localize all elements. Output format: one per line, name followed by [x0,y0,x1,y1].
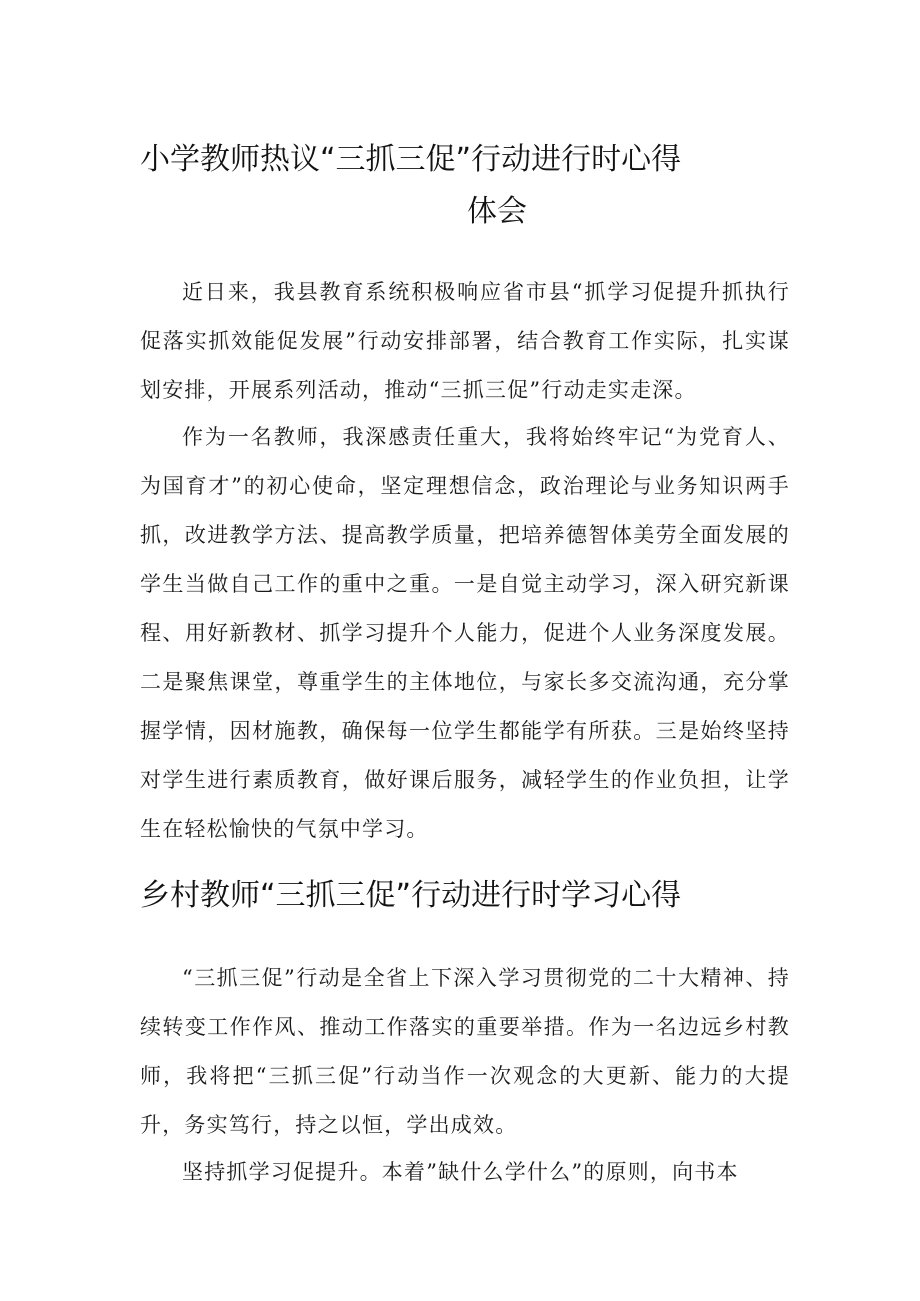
section2-paragraph: 坚持抓学习促提升。本着”缺什么学什么”的原则，向书本 [182,1160,739,1184]
section1-title-line1: 小学教师热议“三抓三促”行动进行时心得 [140,142,682,177]
section1-paragraph: 近日来，我县教育系统积极响应省市县“抓学习促提升抓执行促落实抓效能促发展”行动安排部署，结合教育工作实际，扎实谋划安排，开展系列活动，推动“三抓三促”行动走实走深。 [140,280,790,402]
section1-paragraph: 作为一名教师，我深感责任重大，我将始终牢记“为党育人、为国育才”的初心使命，坚定理想信念，政治理论与业务知识两手抓，改进教学方法、提高教学质量，把培养德智体美劳全面发展的学生当做自己工作的重中之重。一是自觉主动学习，深入研究新课程、用好新教材、抓学习提升个人能力，促进个人业务深度发展。二是聚焦课堂，尊重学生的主体地位，与家长多交流沟通，充分掌握学情，因材施教，确保每一位学生都能学有所获。三是始终坚持对学生进行素质教育，做好课后服务，减轻学生的作业负担，让学生在轻松愉快的气氛中学习。 [140,425,790,841]
section2-paragraph: “三抓三促”行动是全省上下深入学习贯彻党的二十大精神、持续转变工作作风、推动工作落实的重要举措。作为一名边远乡村教师，我将把“三抓三促”行动当作一次观念的大更新、能力的大提升，务实笃行，持之以恒，学出成效。 [140,966,790,1137]
section2-title: 乡村教师“三抓三促”行动进行时学习心得 [140,878,682,913]
section1-title-line2: 体会 [467,194,527,229]
